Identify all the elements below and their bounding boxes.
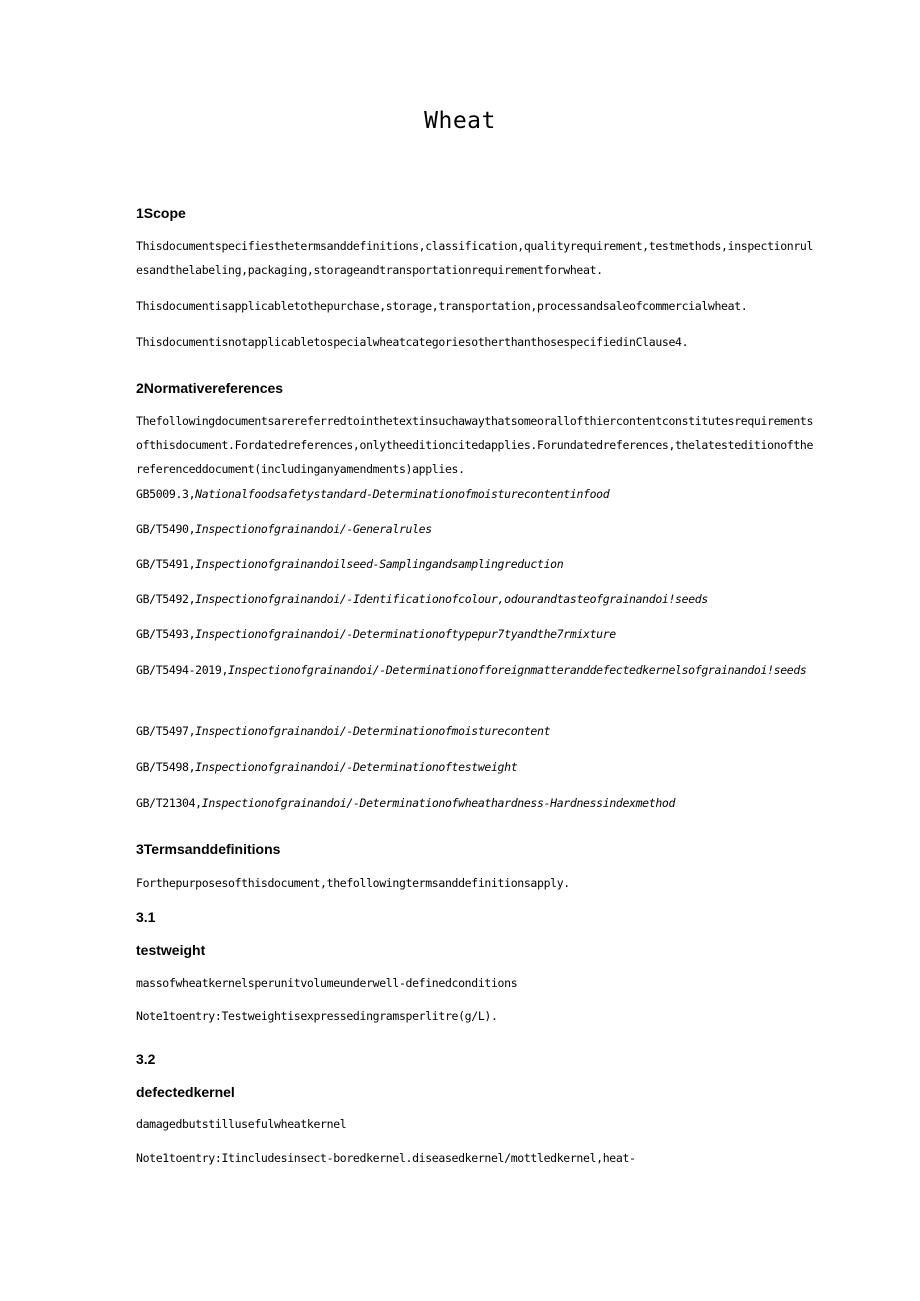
reference-title: Inspectionofgrainandoi/-Identificationofcolour,odourandtasteofgrainandoi!seeds xyxy=(195,592,708,606)
terms-intro: Forthepurposesofthisdocument,thefollowingtermsanddefinitionsapply. xyxy=(136,876,570,890)
reference-code: GB/T5497, xyxy=(136,724,196,738)
reference-title: Inspectionofgrainandoi/-Generalrules xyxy=(195,522,432,536)
reference-code: GB/T5494-2019, xyxy=(136,663,229,677)
section-heading-terms: 3Termsanddefinitions xyxy=(136,841,281,857)
reference-title: Inspectionofgrainandoilseed-Samplingandsamplingreduction xyxy=(195,557,564,571)
references-intro: Thefollowingdocumentsarereferredtointhetextinsuchawaythatsomeorallofthiercontentconstitutesrequirementsofthisdocument.Fordatedreferences,onlytheeditioncitedapplies.Forundatedreferences,thelatesteditionofthereferenceddocument(includinganyamendments)applies. xyxy=(136,414,814,476)
reference-item xyxy=(136,622,816,646)
reference-code: GB/T5492, xyxy=(136,592,196,606)
reference-title: Nationalfoodsafetystandard-Determinationofmoisturecontentinfood xyxy=(195,487,610,501)
reference-item xyxy=(136,517,816,541)
term-definition: massofwheatkernelsperunitvolumeunderwell-definedconditions xyxy=(136,976,518,990)
term-number: 3.1 xyxy=(136,909,156,925)
reference-code: GB/T5490, xyxy=(136,522,196,536)
term-name: testweight xyxy=(136,942,206,958)
scope-paragraph-1: Thisdocumentspecifiesthetermsanddefinitions,classification,qualityrequirement,testmethods,inspectionrulesandthelabeling,packaging,storageandtransportationrequirementforwheat. xyxy=(136,239,814,277)
reference-title: Inspectionofgrainandoi/-Determinationoftypepur7tyandthe7rmixture xyxy=(195,627,616,641)
reference-item xyxy=(136,552,816,576)
reference-title: Inspectionofgrainandoi/-Determinationofforeignmatteranddefectedkernelsofgrainandoi!seeds xyxy=(228,663,807,677)
term-definition: damagedbutstillusefulwheatkernel xyxy=(136,1117,347,1131)
reference-title: Inspectionofgrainandoi/-Determinationoftestweight xyxy=(195,760,518,774)
reference-item xyxy=(136,791,816,815)
reference-code: GB/T21304, xyxy=(136,796,202,810)
reference-item xyxy=(136,658,816,682)
reference-title: Inspectionofgrainandoi/-Determinationofmoisturecontent xyxy=(195,724,551,738)
term-note: Note1toentry:Testweightisexpressedingramsperlitre(g/L). xyxy=(136,1009,498,1023)
reference-item xyxy=(136,482,816,506)
section-heading-normative-references: 2Normativereferences xyxy=(136,380,284,396)
scope-paragraph-2: Thisdocumentisapplicabletothepurchase,storage,transportation,processandsaleofcommercialwheat. xyxy=(136,299,748,313)
section-heading-scope: 1Scope xyxy=(136,205,186,221)
reference-item xyxy=(136,587,816,611)
term-note: Note1toentry:Itincludesinsect-boredkernel.diseasedkernel/mottledkernel,heat- xyxy=(136,1151,636,1165)
term-name: defectedkernel xyxy=(136,1084,235,1100)
document-title: Wheat xyxy=(424,108,496,134)
reference-code: GB/T5493, xyxy=(136,627,196,641)
scope-paragraph-3: ThisdocumentisnotapplicabletospecialwheatcategoriesotherthanthosespecifiedinClause4. xyxy=(136,335,689,349)
reference-code: GB/T5491, xyxy=(136,557,196,571)
reference-code: GB5009.3, xyxy=(136,487,196,501)
reference-item xyxy=(136,719,816,743)
term-number: 3.2 xyxy=(136,1051,156,1067)
reference-code: GB/T5498, xyxy=(136,760,196,774)
reference-title: Inspectionofgrainandoi/-Determinationofwheathardness-Hardnessindexmethod xyxy=(201,796,676,810)
reference-item xyxy=(136,755,816,779)
